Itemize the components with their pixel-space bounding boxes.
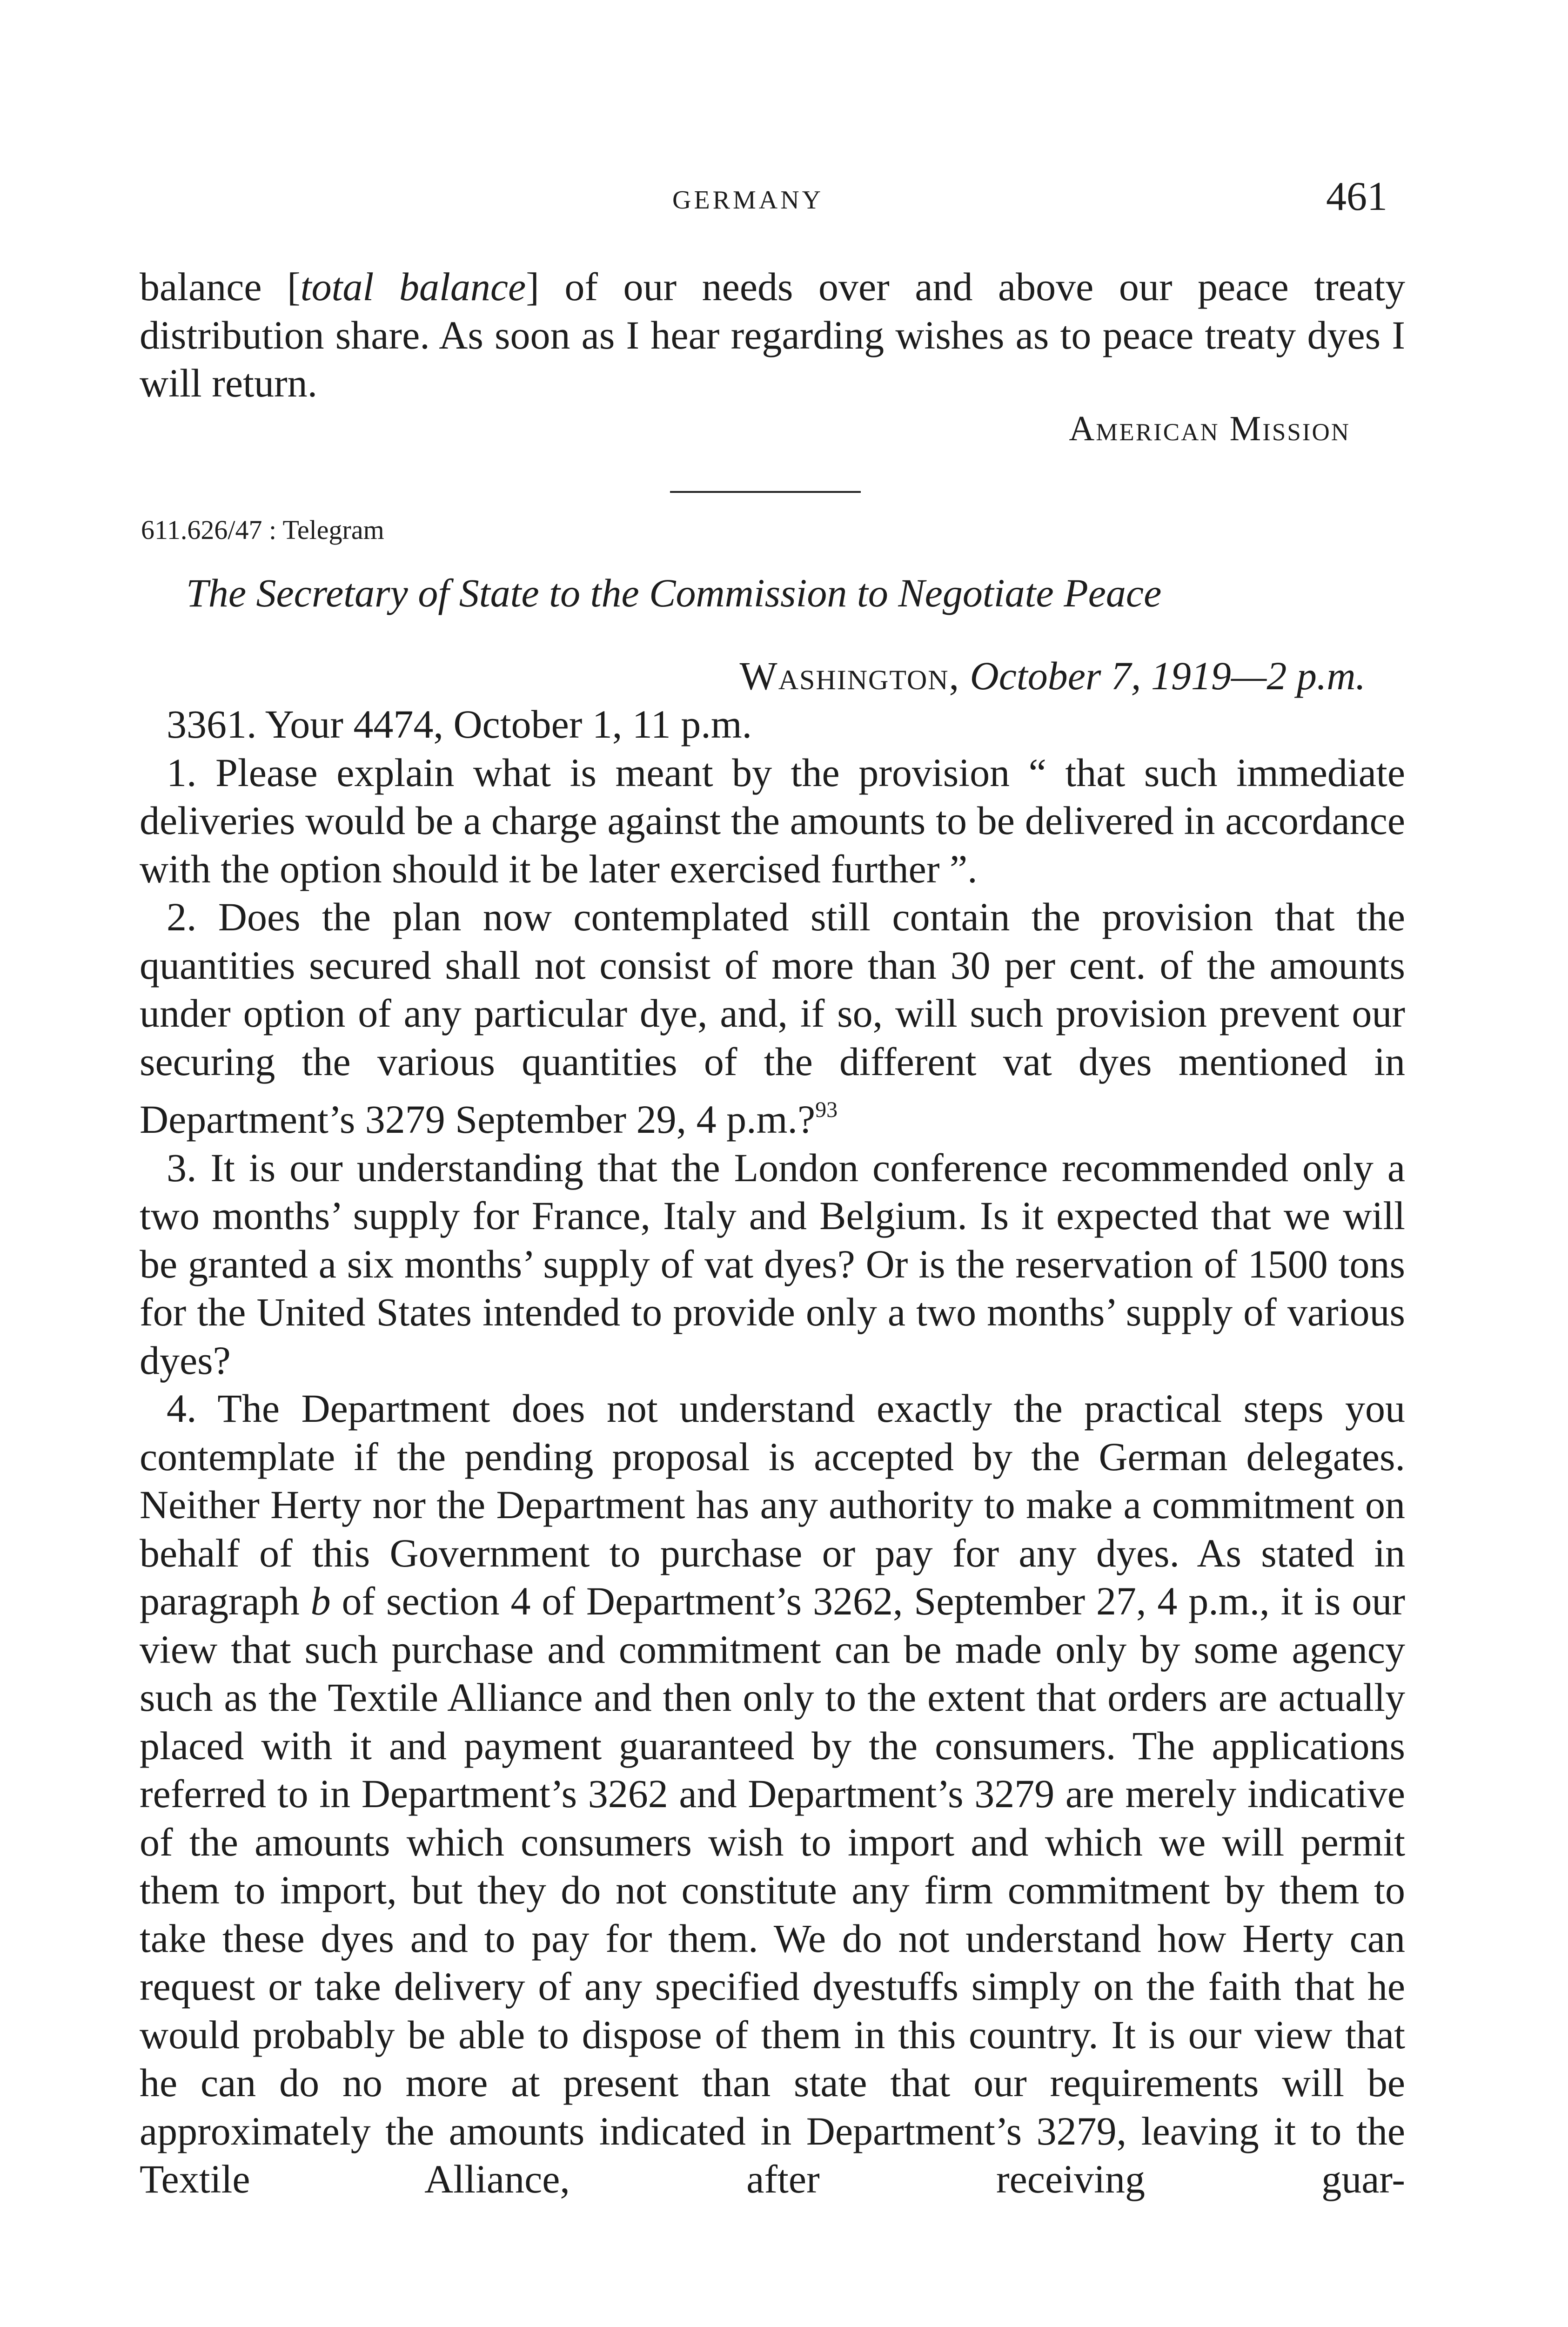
paragraph-2-text: 2. Does the plan now contemplated still contain the provision that the quantities secured shall not consist of more than 30 per cent. of the amounts under option of any particular dye, and, if so, will such provision prevent our securing the various quantities of the different vat dyes mentioned in Department’s 3279 September 29, 4 p.m.? <box>140 894 1405 1142</box>
paragraph-4-before: 4. The Department does not understand exactly the practical steps you contemplate if the pending proposal is accepted by the German delegates. Neither Herty nor the Department has any authority to make a commitment on behalf of this Government to purchase or pay for any dyes. As stated in paragraph <box>140 1386 1405 1623</box>
dateline-date: October 7, 1919—2 p.m. <box>970 653 1366 698</box>
document-heading: The Secretary of State to the Commission to Negotiate Peace <box>186 571 1162 615</box>
footnote-reference: 93 <box>815 1097 838 1122</box>
continuation-text <box>140 263 1405 408</box>
file-reference: 611.626/47 : Telegram <box>141 515 384 545</box>
section-divider <box>670 491 861 493</box>
dateline <box>740 652 1366 699</box>
paragraph-4-italic: b <box>310 1579 331 1623</box>
dateline-place: Washington, <box>739 653 960 698</box>
paragraph-3: 3. It is our understanding that the London conference recommended only a two months’ supply for France, Italy and Belgium. Is it expected that we will be granted a six months’ supply of vat dyes? Or is the reservation of 1500 tons for the United States intended to provide only a two months’ supply of various dyes? <box>140 1145 1405 1383</box>
paragraph-2 <box>140 893 1405 1144</box>
telegram-body <box>140 700 1405 2204</box>
opening-line: 3361. Your 4474, October 1, 11 p.m. <box>167 702 752 747</box>
page-number: 461 <box>1326 174 1387 219</box>
continuation-paragraph <box>140 263 1405 408</box>
paragraph-4 <box>140 1385 1405 2204</box>
signature: American Mission <box>1069 409 1350 448</box>
paragraph-1: 1. Please explain what is meant by the provision “ that such immediate deliveries would be a charge against the amounts to be delivered in accordance with the option should it be later exercised further ”. <box>140 750 1405 891</box>
continuation-after: ] of our needs over and above our peace treaty distribution share. As soon as I hear regarding wishes as to peace treaty dyes I will return. <box>140 264 1406 405</box>
running-head: GERMANY <box>672 186 824 215</box>
paragraph-4-after: of section 4 of Department’s 3262, September 27, 4 p.m., it is our view that such purchase and commitment can be made only by some agency such as the Textile Alliance and then only to the extent that orders are actually placed with it and payment guaranteed by the consumers. The applications referred to in Department’s 3262 and Department’s 3279 are merely indicative of the amounts which consumers wish to import and which we will permit them to import, but they do not constitute any firm commitment by them to take these dyes and to pay for them. We do not understand how Herty can request or take delivery of any specified dyestuffs simply on the faith that he would probably be able to dispose of them in this country. It is our view that he can do no more at present than state that our requirements will be approximately the amounts indicated in Department’s 3279, leaving it to the Textile Alliance, after receiving guar- <box>140 1579 1405 2201</box>
continuation-before: balance [ <box>140 264 301 309</box>
continuation-italic: total balance <box>300 264 526 309</box>
